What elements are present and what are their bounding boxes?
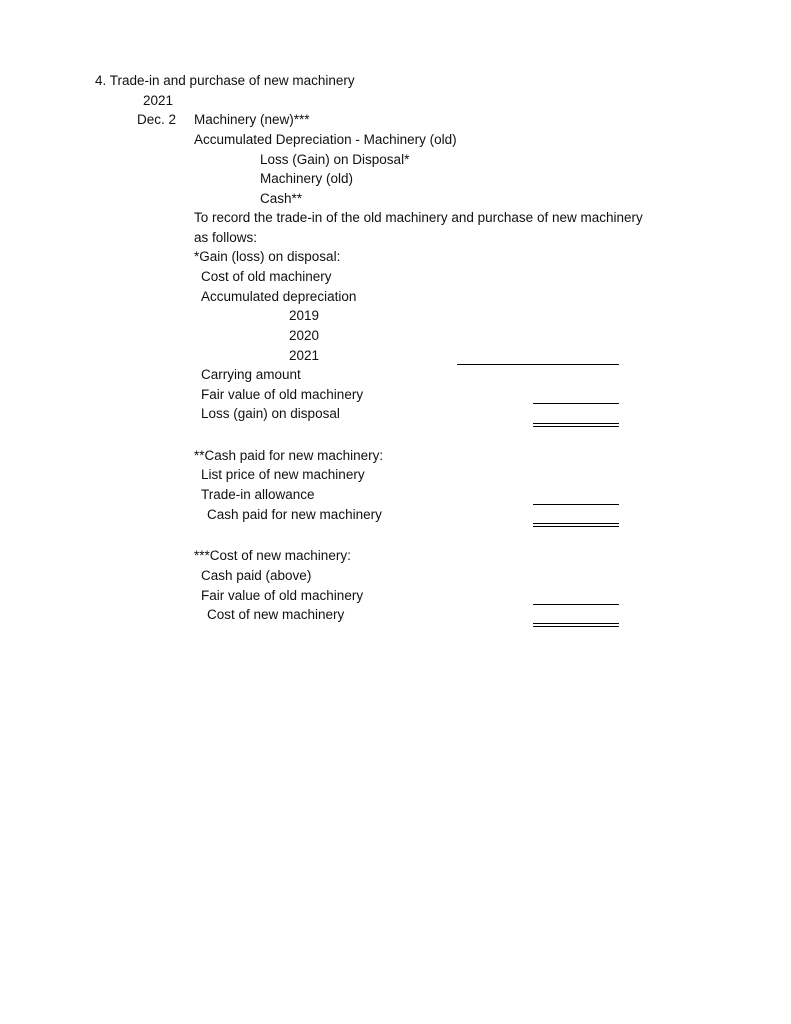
underline-fair-value-2 xyxy=(533,604,619,605)
fair-value-old-machinery: Fair value of old machinery xyxy=(201,387,364,402)
credit-cash: Cash** xyxy=(260,191,303,206)
year-2021: 2021 xyxy=(289,348,320,363)
gain-loss-title: *Gain (loss) on disposal: xyxy=(194,249,341,264)
explanation-line-1: To record the trade-in of the old machinery and purchase of new machinery xyxy=(194,210,643,225)
double-underline-loss-gain xyxy=(533,423,619,427)
double-underline-cash-paid xyxy=(533,523,619,527)
trade-in-allowance: Trade-in allowance xyxy=(201,487,315,502)
carrying-amount: Carrying amount xyxy=(201,367,301,382)
cost-new-machinery-total: Cost of new machinery xyxy=(207,607,345,622)
loss-gain-on-disposal-total: Loss (gain) on disposal xyxy=(201,406,340,421)
explanation-line-2: as follows: xyxy=(194,230,258,245)
year-2020: 2020 xyxy=(289,328,320,343)
entry-date: Dec. 2 xyxy=(137,112,177,127)
credit-machinery-old: Machinery (old) xyxy=(260,171,354,186)
fair-value-old-machinery-2: Fair value of old machinery xyxy=(201,588,364,603)
cash-paid-above: Cash paid (above) xyxy=(201,568,312,583)
cash-paid-total: Cash paid for new machinery xyxy=(207,507,382,522)
year-2019: 2019 xyxy=(289,308,320,323)
debit-machinery-new: Machinery (new)*** xyxy=(194,112,310,127)
cash-paid-title: **Cash paid for new machinery: xyxy=(194,448,384,463)
underline-accum-total xyxy=(457,364,619,365)
underline-trade-in xyxy=(533,504,619,505)
cost-old-machinery: Cost of old machinery xyxy=(201,269,332,284)
section-heading: 4. Trade-in and purchase of new machinery xyxy=(95,73,355,88)
double-underline-cost-new xyxy=(533,623,619,627)
debit-accumulated-depreciation: Accumulated Depreciation - Machinery (old) xyxy=(194,132,457,147)
cost-new-machinery-title: ***Cost of new machinery: xyxy=(194,548,351,563)
list-price-new-machinery: List price of new machinery xyxy=(201,467,365,482)
underline-fair-value xyxy=(533,403,619,404)
year-label: 2021 xyxy=(143,93,174,108)
accumulated-depreciation: Accumulated depreciation xyxy=(201,289,357,304)
loss-gain-on-disposal: Loss (Gain) on Disposal* xyxy=(260,152,410,167)
